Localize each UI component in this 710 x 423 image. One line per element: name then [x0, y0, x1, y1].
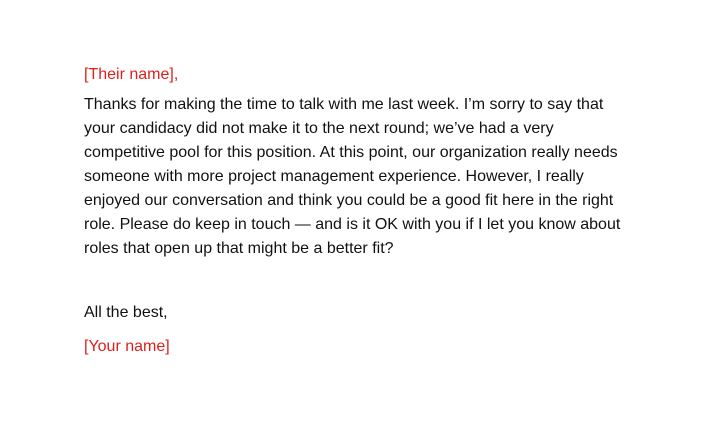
body-line: someone with more project management experience. However, I really [84, 168, 584, 185]
body-line: role. Please do keep in touch — and is it OK with you if I let you know about [84, 216, 621, 233]
closing-line: All the best, [84, 304, 168, 321]
salutation-placeholder: [Their name], [84, 66, 179, 83]
body-line: roles that open up that might be a better fit? [84, 240, 394, 257]
body-line: Thanks for making the time to talk with me last week. I’m sorry to say that [84, 96, 604, 113]
letter-body [84, 93, 684, 261]
body-line: enjoyed our conversation and think you could be a good fit here in the right [84, 192, 614, 209]
body-line: competitive pool for this position. At this point, our organization really needs [84, 144, 618, 161]
letter [84, 63, 684, 359]
body-line: your candidacy did not make it to the next round; we’ve had a very [84, 120, 554, 137]
signature-placeholder: [Your name] [84, 338, 170, 355]
